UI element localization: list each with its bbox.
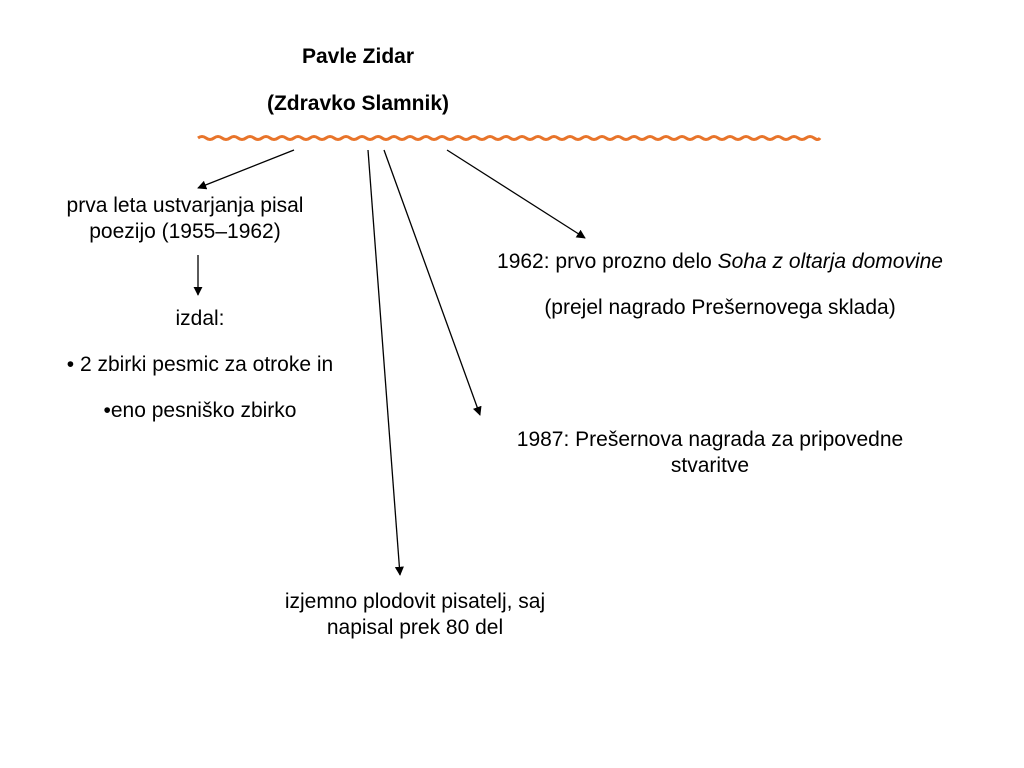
title-line-1: Pavle Zidar (301, 45, 415, 68)
prose-1962-line-2: (prejel nagrado Prešernovega sklada) (544, 296, 896, 319)
node-award-1987 (450, 427, 970, 479)
prose-1962-work-title: Soha z oltarja domovine (717, 250, 943, 273)
prose-1962-prefix: 1962: prvo prozno delo (497, 250, 718, 273)
arrow-to-prose-1962 (447, 150, 585, 238)
wavy-divider-line (198, 137, 820, 140)
published-heading: izdal: (175, 307, 225, 330)
node-early-years (20, 193, 350, 245)
early-years-line-1: prva leta ustvarjanja pisal (66, 194, 304, 217)
prolific-line-1: izjemno plodovit pisatelj, saj (284, 590, 546, 613)
award-1987-line-2: stvaritve (670, 454, 750, 477)
published-item-1: • 2 zbirki pesmic za otroke in (66, 353, 334, 376)
title-line-2: (Zdravko Slamnik) (266, 92, 450, 115)
node-prose-1962 (430, 249, 1010, 321)
prose-1962-line-1 (430, 249, 1010, 275)
node-prolific (230, 589, 600, 641)
node-published (20, 306, 380, 424)
early-years-line-2: poezijo (1955–1962) (89, 220, 281, 243)
published-item-2: •eno pesniško zbirko (103, 399, 297, 422)
arrow-to-early-years (198, 150, 294, 188)
prolific-line-2: napisal prek 80 del (326, 616, 504, 639)
award-1987-line-1: 1987: Prešernova nagrada za pripovedne (516, 428, 904, 451)
